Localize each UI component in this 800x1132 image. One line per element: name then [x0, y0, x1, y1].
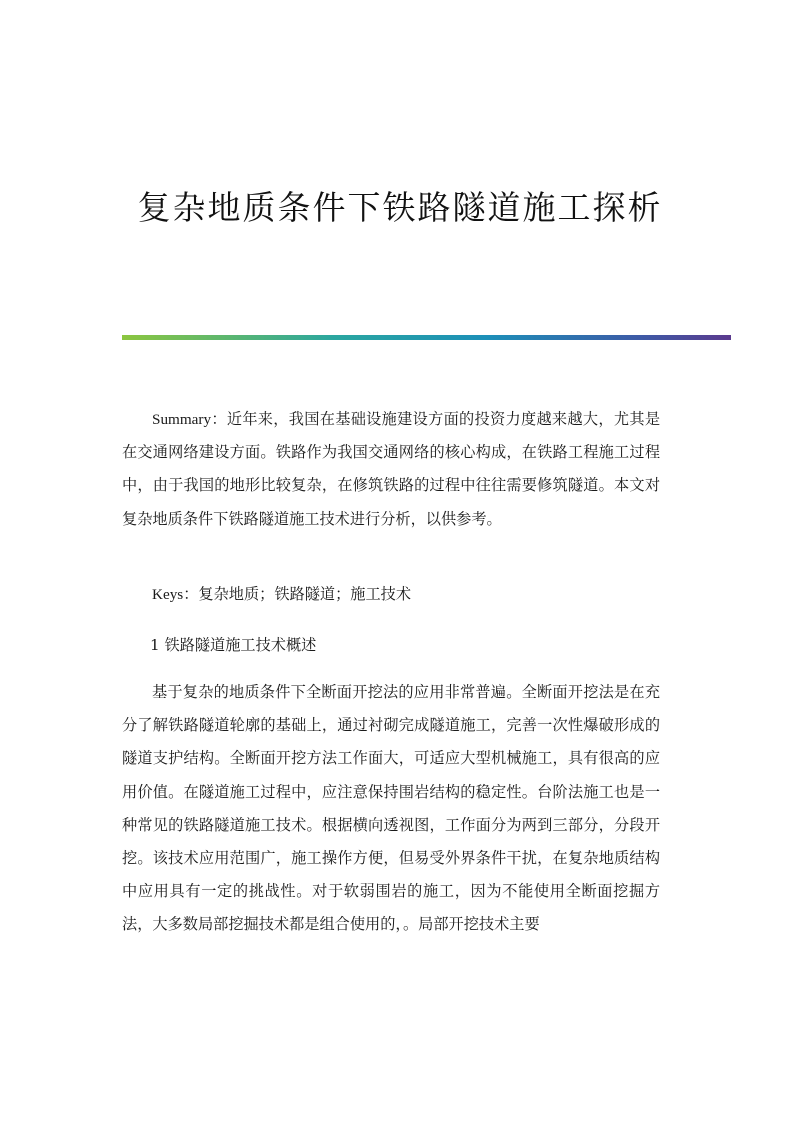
section-1-body: [122, 676, 660, 942]
title-divider: [122, 335, 731, 340]
keywords-paragraph: [122, 578, 660, 611]
section-1-paragraph: 基于复杂的地质条件下全断面开挖法的应用非常普遍。全断面开挖法是在充分了解铁路隧道轮廓的基础上，通过衬砌完成隧道施工，完善一次性爆破形成的隧道支护结构。全断面开挖方法工作面大，可适应大型机械施工，具有很高的应用价值。在隧道施工过程中，应注意保持围岩结构的稳定性。台阶法施工也是一种常见的铁路隧道施工技术。根据横向透视图，工作面分为两到三部分，分段开挖。该技术应用范围广，施工操作方便，但易受外界条件干扰，在复杂地质结构中应用具有一定的挑战性。对于软弱围岩的施工，因为不能使用全断面挖掘方法，大多数局部挖掘技术都是组合使用的，。局部开挖技术主要: [122, 683, 660, 934]
summary-label: Summary：: [152, 411, 227, 428]
summary-text: 近年来，我国在基础设施建设方面的投资力度越来越大，尤其是在交通网络建设方面。铁路作为我国交通网络的核心构成，在铁路工程施工过程中，由于我国的地形比较复杂，在修筑铁路的过程中往往需要修筑隧道。本文对复杂地质条件下铁路隧道施工技术进行分析，以供参考。: [122, 410, 661, 528]
summary-section: [122, 403, 660, 536]
keywords-text: 复杂地质；铁路隧道；施工技术: [198, 585, 412, 603]
keywords-label: Keys：: [152, 586, 199, 603]
section-1-heading-block: [122, 629, 660, 662]
keywords-section: [122, 578, 660, 611]
document-title: 复杂地质条件下铁路隧道施工探析: [137, 188, 663, 227]
section-1-heading: 1 铁路隧道施工技术概述: [150, 636, 317, 654]
summary-paragraph: [122, 403, 660, 536]
